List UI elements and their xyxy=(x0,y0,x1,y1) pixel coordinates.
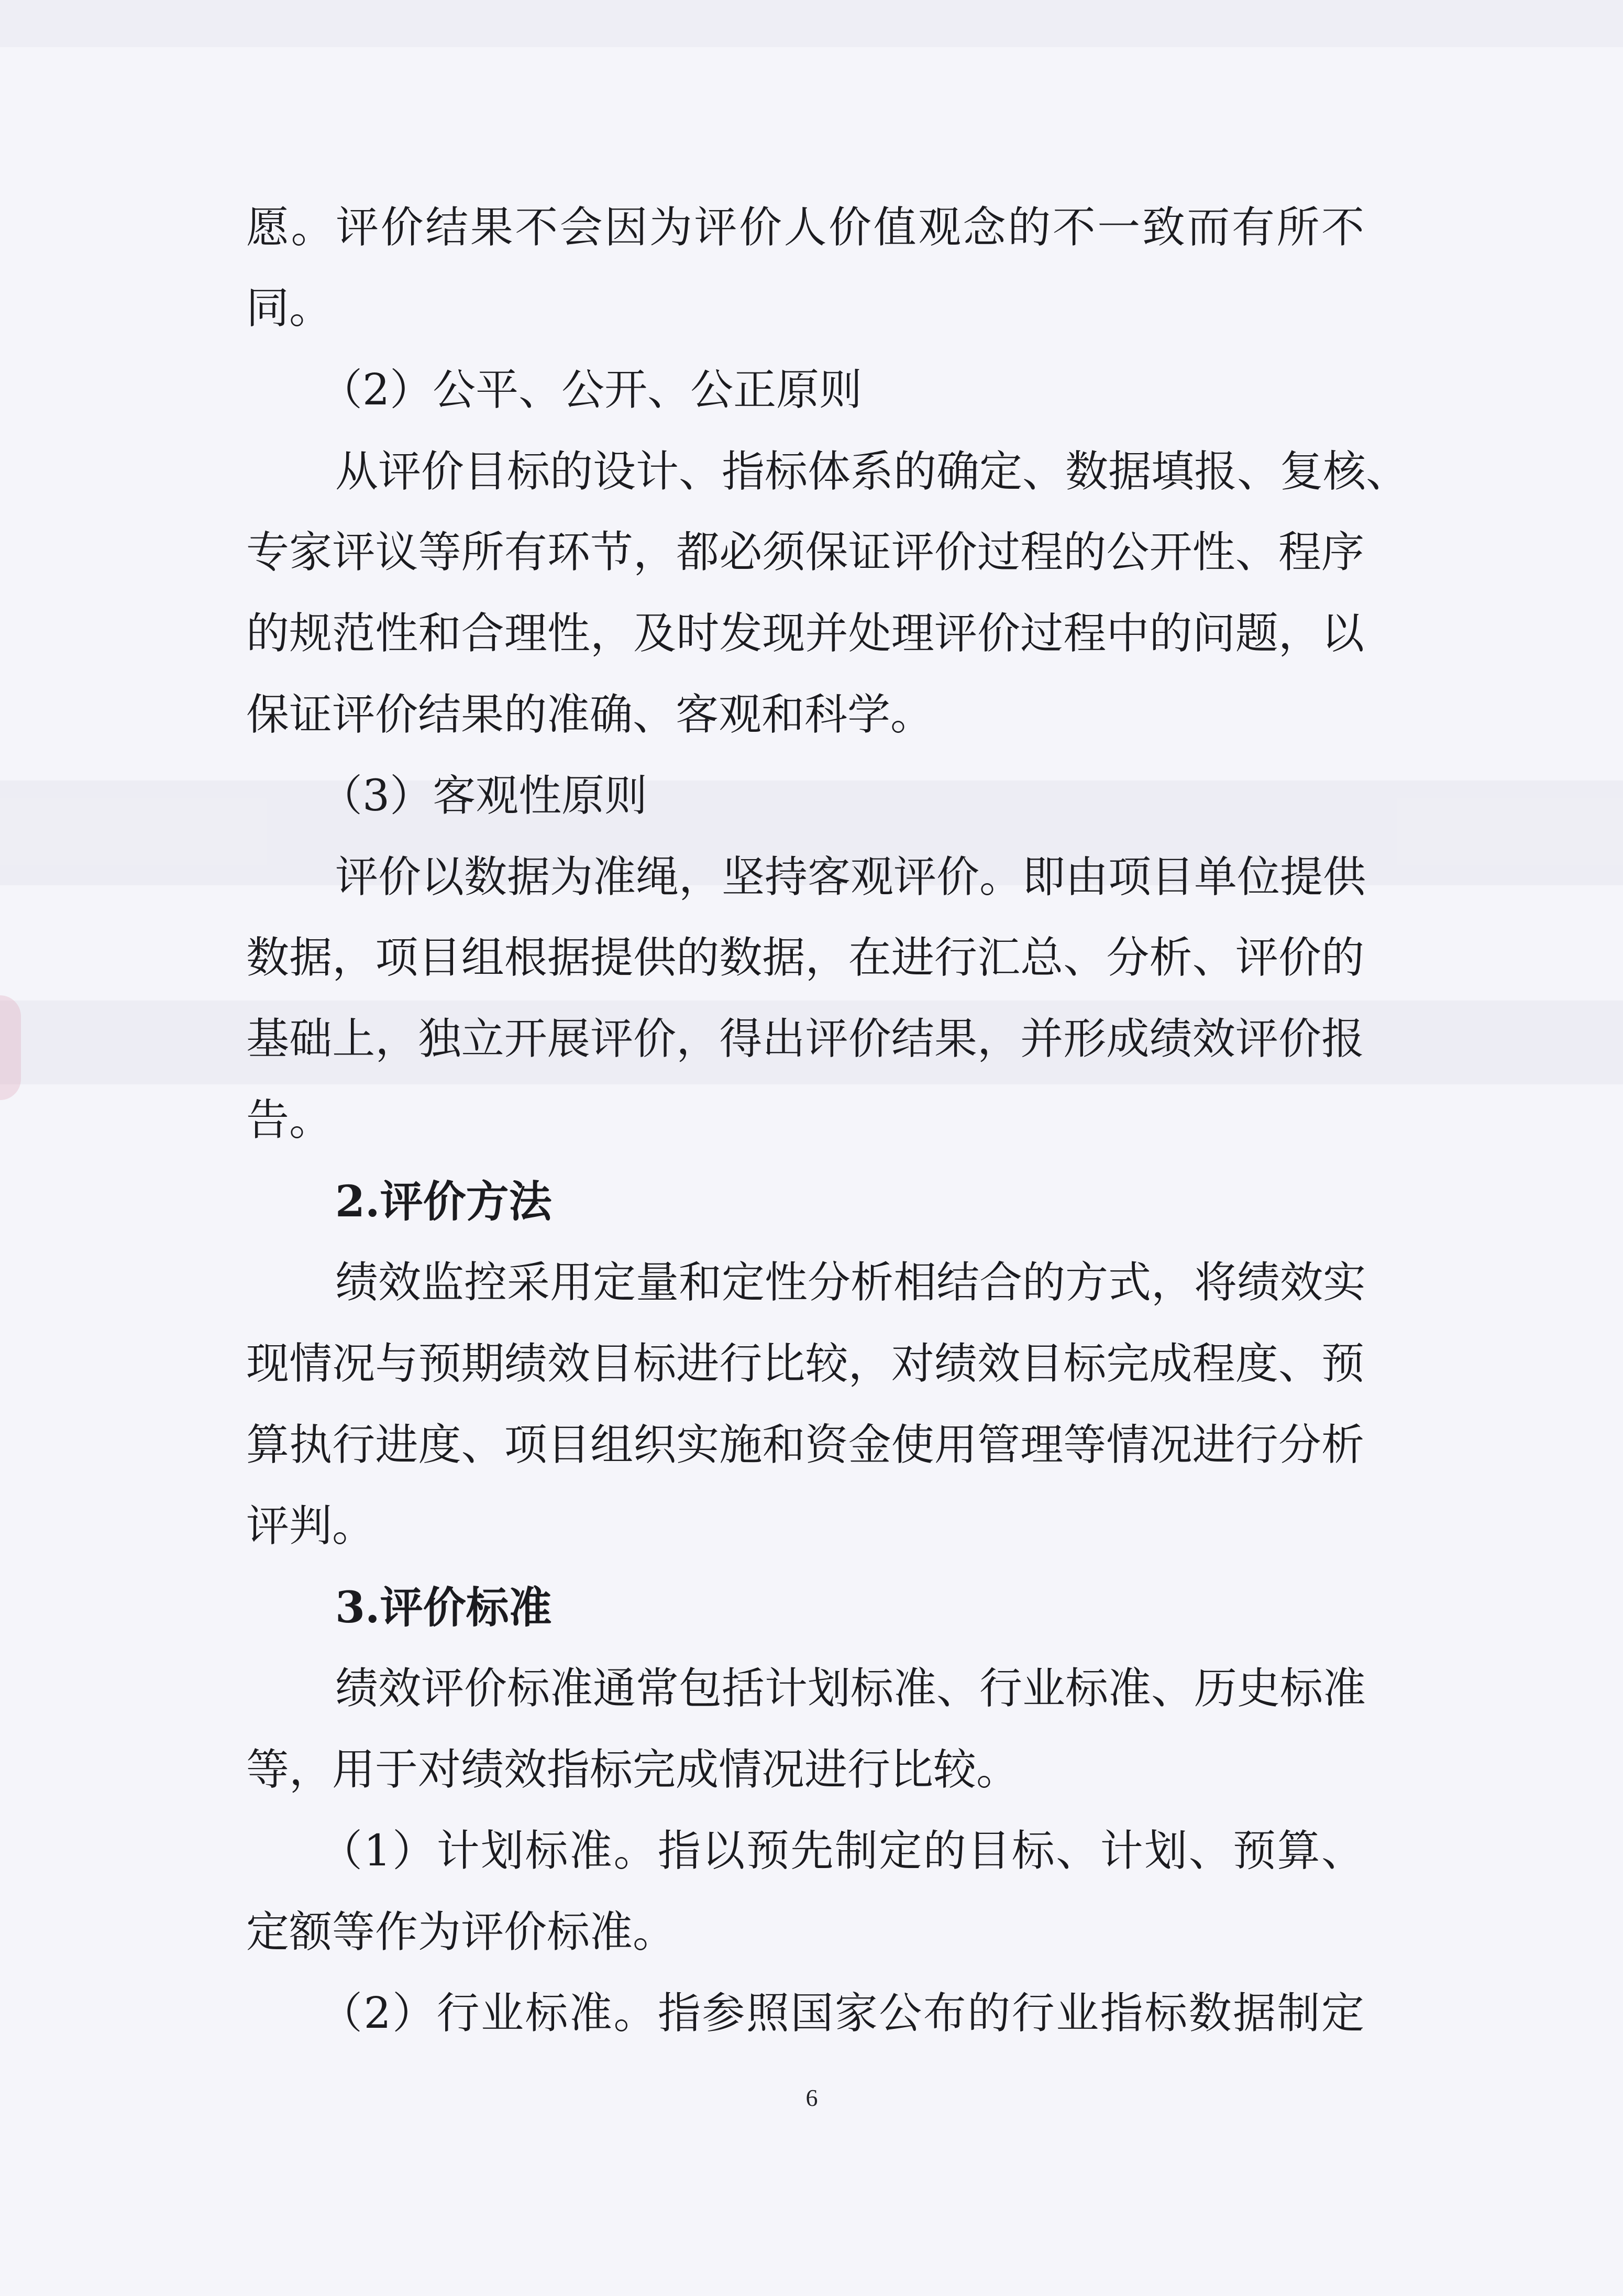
paragraph-line: 告。 xyxy=(246,1095,333,1145)
paragraph-line: 现情况与预期绩效目标进行比较，对绩效目标完成程度、预 xyxy=(246,1339,1364,1389)
page-number: 6 xyxy=(805,2084,818,2111)
section-heading: （2）公平、公开、公正原则 xyxy=(319,365,863,415)
paragraph-line: 的规范性和合理性，及时发现并处理评价过程中的问题，以 xyxy=(246,609,1364,658)
paragraph-line: 绩效监控采用定量和定性分析相结合的方式，将绩效实 xyxy=(335,1258,1366,1308)
paragraph-line: 评判。 xyxy=(246,1501,376,1551)
paragraph-line: 从评价目标的设计、指标体系的确定、数据填报、复核、 xyxy=(335,447,1409,497)
paragraph-line: 基础上，独立开展评价，得出评价结果，并形成绩效评价报 xyxy=(246,1014,1364,1064)
paragraph-line: 数据，项目组根据提供的数据，在进行汇总、分析、评价的 xyxy=(246,933,1364,983)
paragraph-line: 保证评价结果的准确、客观和科学。 xyxy=(246,690,934,740)
paragraph-line: 愿。评价结果不会因为评价人价值观念的不一致而有所不 xyxy=(246,203,1364,252)
paragraph-line: 定额等作为评价标准。 xyxy=(246,1907,676,1957)
paragraph-line: 评价以数据为准绳，坚持客观评价。即由项目单位提供 xyxy=(335,852,1366,902)
section-heading: （3）客观性原则 xyxy=(319,771,648,821)
section-heading: 2.评价方法 xyxy=(335,1177,552,1227)
paragraph-line: 算执行进度、项目组织实施和资金使用管理等情况进行分析 xyxy=(246,1420,1364,1470)
section-heading: 3.评价标准 xyxy=(335,1583,552,1633)
scan-streak xyxy=(0,0,1623,47)
seal-stamp-edge xyxy=(0,995,21,1100)
paragraph-line: 同。 xyxy=(246,283,333,333)
paragraph-line: 专家评议等所有环节，都必须保证评价过程的公开性、程序 xyxy=(246,528,1364,577)
paragraph-line: 等，用于对绩效指标完成情况进行比较。 xyxy=(246,1745,1020,1795)
paragraph-line: （2）行业标准。指参照国家公布的行业指标数据制定 xyxy=(319,1989,1364,2038)
paragraph-line: 绩效评价标准通常包括计划标准、行业标准、历史标准 xyxy=(335,1664,1366,1713)
paragraph-line: （1）计划标准。指以预先制定的目标、计划、预算、 xyxy=(319,1826,1364,1876)
